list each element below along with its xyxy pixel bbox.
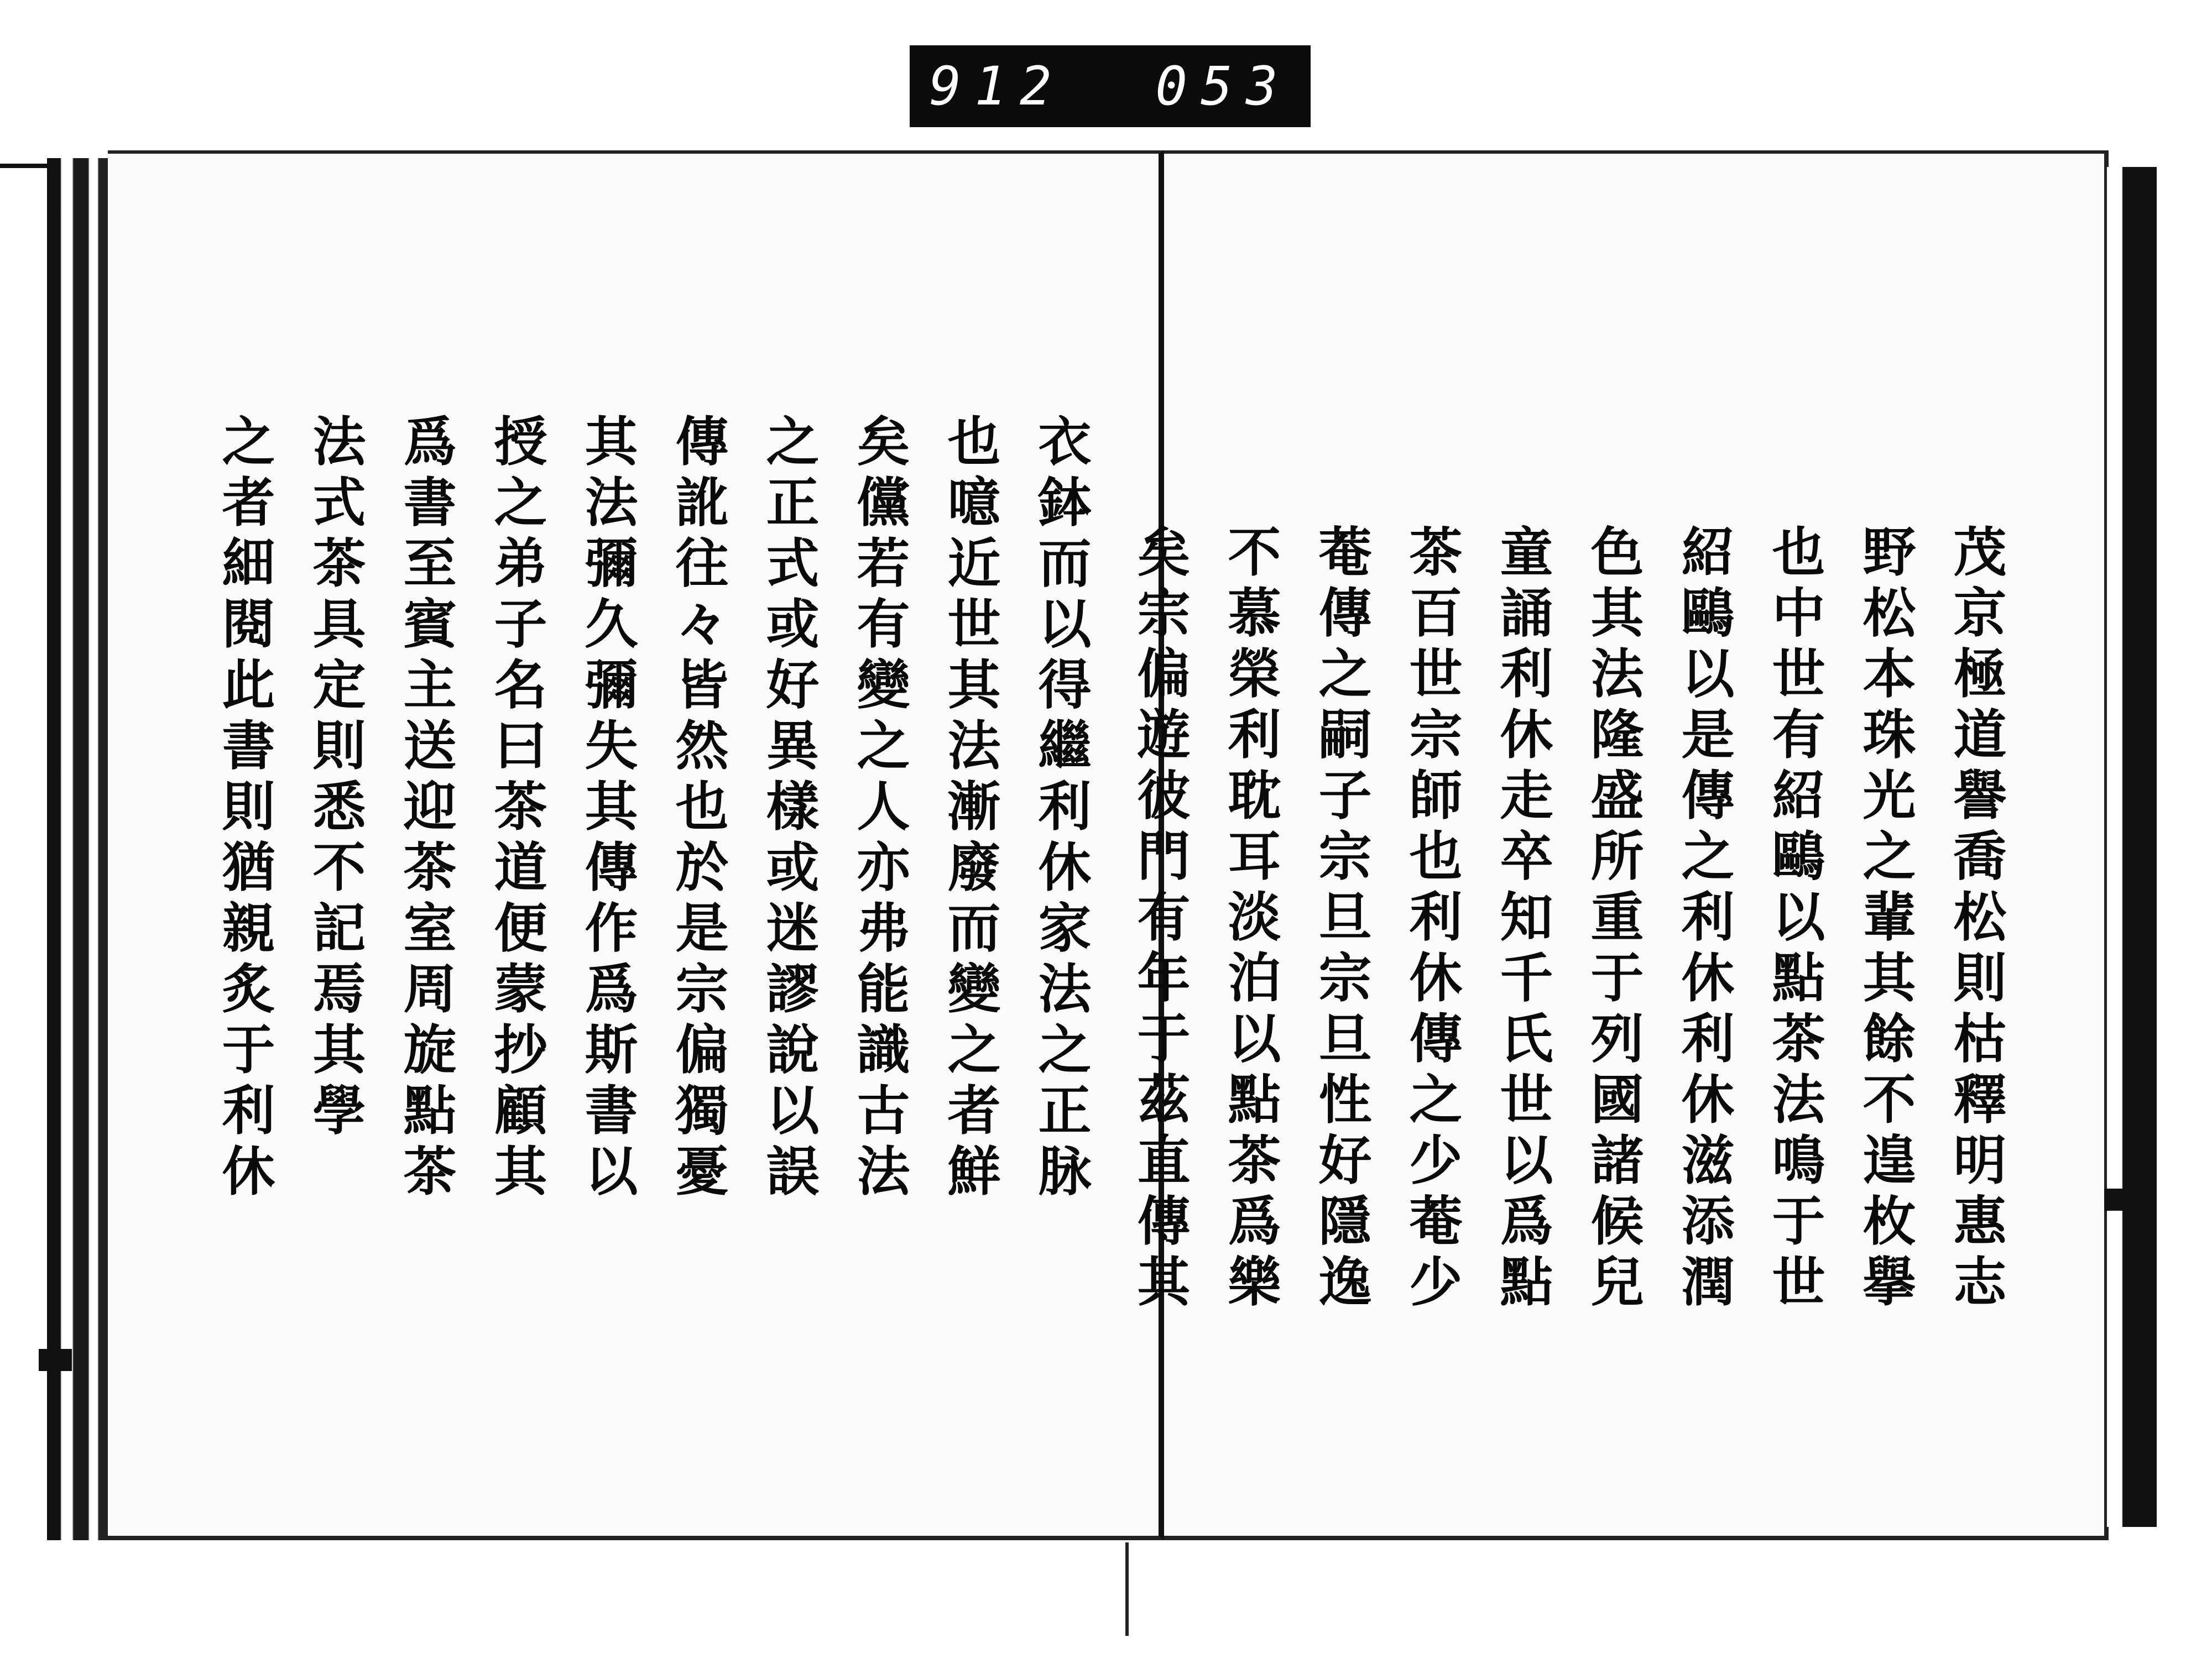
right-page (1129, 150, 2109, 1540)
open-book (47, 150, 2157, 1549)
text-column: 之者細閱此書則猶親炙于利休 (213, 414, 276, 1204)
archive-number-label (910, 45, 1311, 127)
text-column: 爲書至賓主送迎茶室周旋點茶 (395, 414, 457, 1204)
text-column: 菴傳之嗣子宗旦宗旦性好隱逸 (1310, 524, 1373, 1315)
text-column: 衣鉢而以得繼利休家法之正脉 (1030, 414, 1092, 1204)
text-column: 茂京極道譽喬松則枯釋明惠志 (1945, 524, 2007, 1315)
text-column: 法式茶具定則悉不記焉其學 (304, 414, 367, 1143)
edge-line (0, 164, 47, 168)
book-edge-left (47, 158, 113, 1540)
text-column: 也噫近世其法漸廢而變之者鮮 (939, 414, 1001, 1204)
gutter-line (1125, 1542, 1129, 1636)
page-tab-mark (39, 1349, 72, 1371)
page-tab-mark (2104, 1189, 2132, 1211)
text-column: 不慕榮利耽耳淡泊以點茶爲樂 (1219, 524, 1282, 1315)
book-edge-right (2107, 167, 2157, 1527)
text-column: 傳訛往々皆然也於是宗偏獨憂 (667, 414, 729, 1204)
text-column: 之正式或好異樣或迷謬說以誤 (758, 414, 820, 1204)
right-page-text (1129, 524, 2021, 1602)
text-column: 矣宗偏遊彼門有年于茲直傳其 (1129, 524, 1191, 1315)
left-page-text (166, 414, 1106, 1674)
text-column: 色其法隆盛所重于列國諸候兒 (1582, 524, 1645, 1315)
text-column: 茶百世宗師也利休傳之少菴少 (1401, 524, 1463, 1315)
text-column: 矣儻若有變之人亦弗能識古法 (848, 414, 911, 1204)
text-column: 童誦利休走卒知千氏世以爲點 (1491, 524, 1554, 1315)
archive-number-text: 912 053 (929, 55, 1291, 117)
text-column: 授之弟子名曰茶道便蒙抄顧其 (486, 414, 548, 1204)
text-column: 也中世有紹鷗以點茶法鳴于世 (1764, 524, 1826, 1315)
left-page (108, 150, 1164, 1540)
text-column: 野松本珠光之輩其餘不遑枚擧 (1854, 524, 1917, 1315)
text-column: 其法彌久彌失其傳作爲斯書以 (576, 414, 639, 1204)
text-column: 紹鷗以是傳之利休利休滋添潤 (1673, 524, 1735, 1315)
